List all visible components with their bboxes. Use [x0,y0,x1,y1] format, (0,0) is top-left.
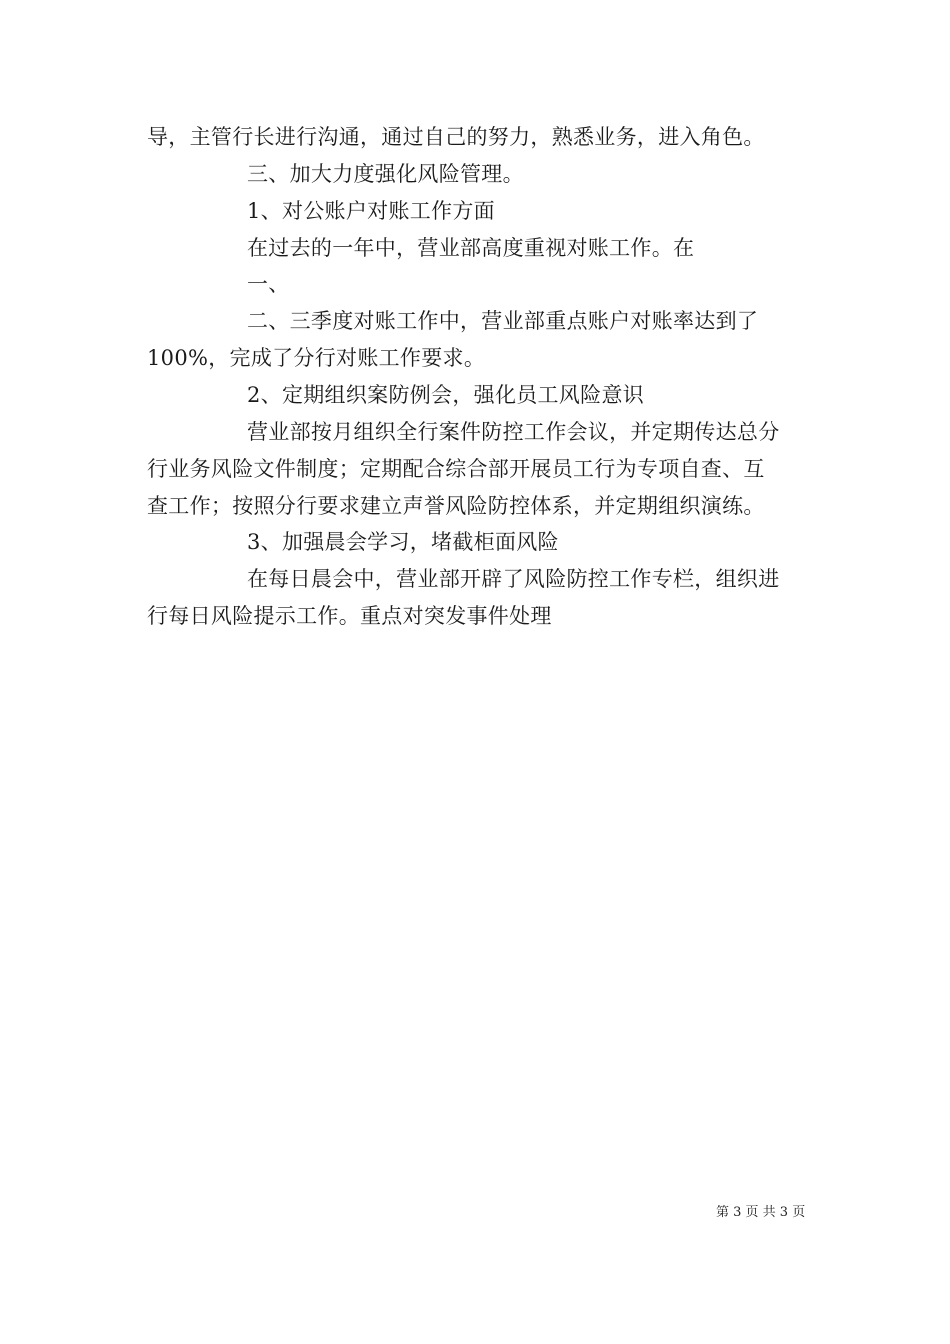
body-text-line: 100%，完成了分行对账工作要求。 [147,346,486,370]
body-text-line: 行业务风险文件制度；定期配合综合部开展员工行为专项自查、互 [147,457,765,481]
body-text-line: 一、 [247,272,290,296]
body-text-line: 二、三季度对账工作中，营业部重点账户对账率达到了 [247,309,759,333]
body-text-line: 查工作；按照分行要求建立声誉风险防控体系，并定期组织演练。 [147,494,765,518]
section-heading: 三、加大力度强化风险管理。 [247,162,524,186]
subsection-heading: 3、加强晨会学习，堵截柜面风险 [247,530,559,554]
page-number-footer: 第 3 页 共 3 页 [716,1205,806,1220]
subsection-heading: 1、对公账户对账工作方面 [247,199,495,223]
body-text-line: 在每日晨会中，营业部开辟了风险防控工作专栏，组织进 [247,567,780,591]
body-text-line: 行每日风险提示工作。重点对突发事件处理 [147,604,552,628]
body-text-line: 在过去的一年中，营业部高度重视对账工作。在 [247,236,695,260]
body-text-line: 营业部按月组织全行案件防控工作会议，并定期传达总分 [247,420,780,444]
body-text-line: 导，主管行长进行沟通，通过自己的努力，熟悉业务，进入角色。 [147,125,765,149]
subsection-heading: 2、定期组织案防例会，强化员工风险意识 [247,383,645,407]
